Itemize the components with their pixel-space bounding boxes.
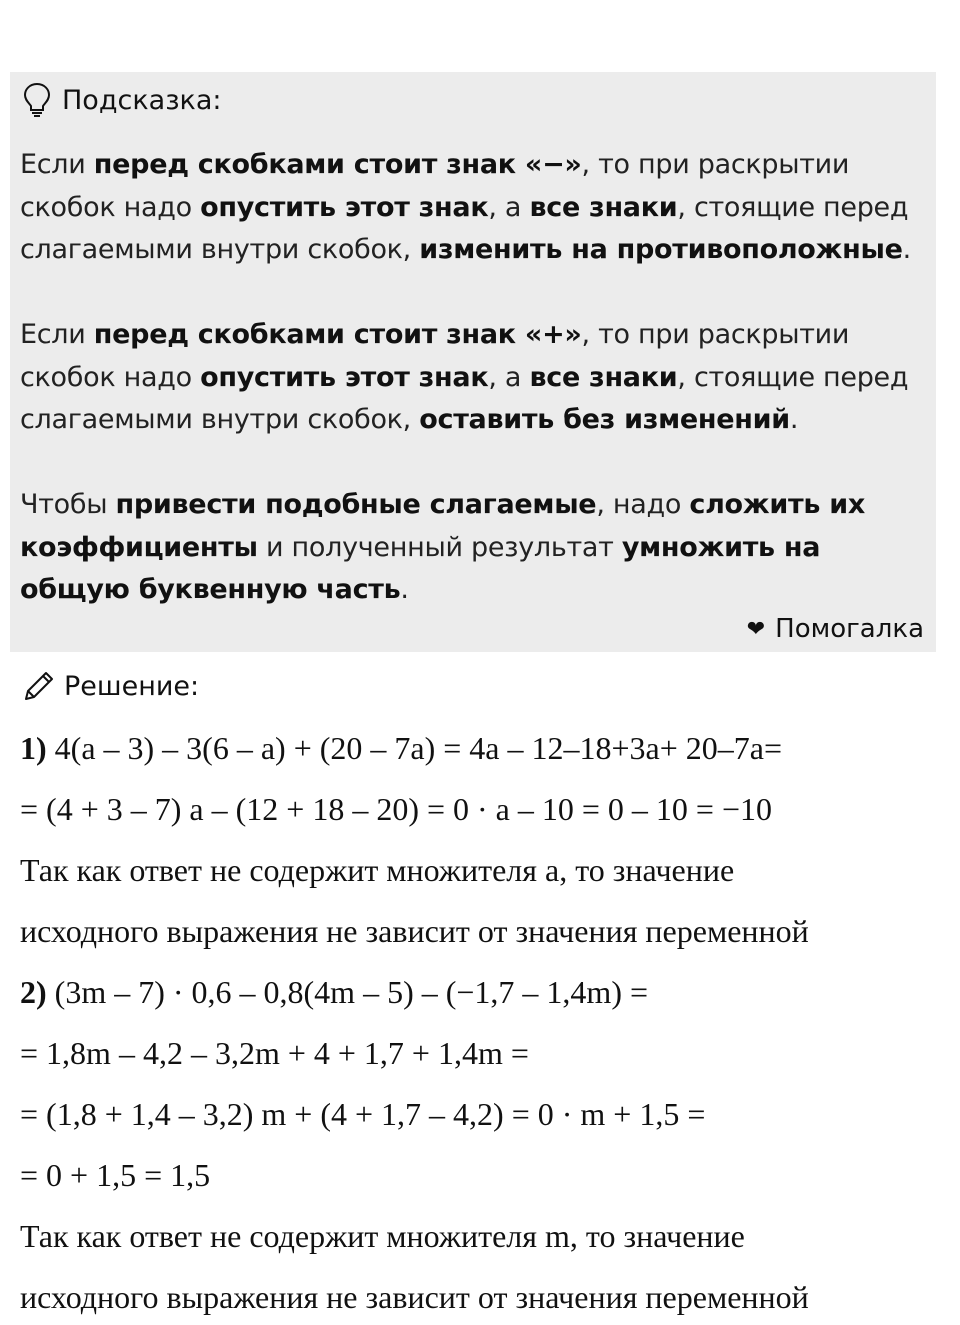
hint-paragraph-2 [20,314,920,442]
hint-text: , то при раскрытии скобок надо [20,149,850,223]
hint-header [22,80,222,120]
hint-emphasis: оставить без изменений [419,404,790,435]
hint-text: . [789,404,799,435]
hint-emphasis: перед скобками стоит знак «+» [93,319,582,350]
solution-line: Так как ответ не содержит множителя m, то значение [20,1218,745,1254]
hint-paragraph-1 [20,144,920,272]
hint-text: Чтобы [20,489,116,520]
hint-text: Если [20,149,94,180]
hint-text: . [400,574,409,605]
solution-line: 1) 4(a – 3) – 3(6 – a) + (20 – 7a) = 4a – 12–18+3a+ 20–7a= [20,730,783,766]
brand-link[interactable] [747,614,924,644]
hint-emphasis: привести подобные слагаемые [115,489,597,520]
solution-line: исходного выражения не зависит от значения переменной [20,1279,809,1315]
solution-header [22,666,199,706]
lightbulb-icon [22,82,52,118]
brand-label: Помогалка [775,614,924,644]
hint-emphasis: все знаки [529,191,678,223]
hint-text: Если [20,319,94,350]
hint-text: и полученный результат [257,531,622,563]
hint-emphasis: опустить этот знак [200,361,489,393]
hint-title: Подсказка: [62,84,222,116]
hint-text: , а [488,361,530,393]
hint-text: , а [488,191,530,223]
hint-text: , надо [596,489,690,520]
hint-emphasis: опустить этот знак [200,191,489,223]
solution-line: = (4 + 3 – 7) a – (12 + 18 – 20) = 0 · a – 10 = 0 – 10 = −10 [20,791,773,827]
hint-emphasis: умножить на общую буквенную часть [20,531,821,605]
hint-paragraph-3 [20,484,920,612]
solution-title: Решение: [64,670,200,702]
solution-line: 2) (3m – 7) · 0,6 – 0,8(4m – 5) – (−1,7 – 1,4m) = [20,974,649,1010]
hint-emphasis: перед скобками стоит знак «−» [93,149,582,180]
heart-icon: ❤ [746,616,766,642]
solution-line: = 0 + 1,5 = 1,5 [20,1157,211,1193]
hint-text: , стоящие перед слагаемыми внутри скобок, [20,191,909,265]
hint-emphasis: все знаки [529,361,678,393]
pencil-icon [22,669,56,703]
solution-line: = 1,8m – 4,2 – 3,2m + 4 + 1,7 + 1,4m = [20,1035,529,1071]
hint-text: . [902,234,911,265]
solution-line: Так как ответ не содержит множителя a, то значение [20,852,735,888]
hint-emphasis: сложить их коэффициенты [20,489,865,563]
hint-text: , стоящие перед слагаемыми внутри скобок, [20,361,909,435]
solution-line: = (1,8 + 1,4 – 3,2) m + (4 + 1,7 – 4,2) = 0 · m + 1,5 = [20,1096,706,1132]
hint-emphasis: изменить на противоположные [419,234,903,265]
solution-line: исходного выражения не зависит от значения переменной [20,913,809,949]
hint-text: , то при раскрытии скобок надо [20,319,850,393]
